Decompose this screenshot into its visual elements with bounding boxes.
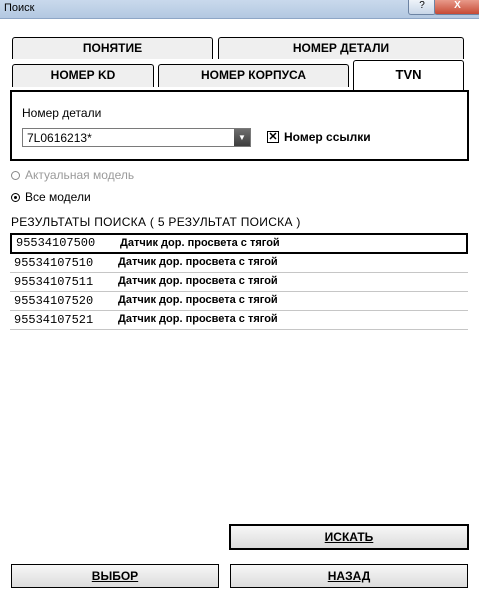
help-button[interactable]: ?	[408, 0, 436, 15]
part-number-value: 7L0616213*	[27, 131, 92, 145]
back-button[interactable]	[230, 564, 468, 588]
result-row[interactable]	[10, 233, 468, 254]
reference-number-checkbox[interactable]: ✕	[268, 131, 278, 143]
result-description: Датчик дор. просвета с тягой	[118, 313, 278, 325]
select-button-label: ВЫБОР	[91, 569, 139, 583]
tab-concept[interactable]: ПОНЯТИЕ	[12, 37, 213, 59]
result-code: 95534107511	[14, 275, 94, 289]
result-code: 95534107510	[14, 256, 94, 270]
current-model-label[interactable]: Актуальная модель	[25, 168, 135, 182]
all-models-label[interactable]: Все модели	[25, 190, 91, 204]
window-title: Поиск	[4, 2, 35, 14]
tab-kd-number[interactable]: НОМЕР KD	[12, 64, 154, 87]
select-button[interactable]	[11, 564, 219, 588]
part-number-combobox[interactable]	[22, 128, 251, 147]
search-button[interactable]	[229, 524, 469, 550]
back-button-label: НАЗАД	[327, 569, 371, 583]
result-row[interactable]	[10, 311, 468, 330]
results-title: РЕЗУЛЬТАТЫ ПОИСКА ( 5 РЕЗУЛЬТАТ ПОИСКА )	[11, 215, 301, 229]
result-description: Датчик дор. просвета с тягой	[118, 294, 278, 306]
tab-part-number[interactable]: НОМЕР ДЕТАЛИ	[218, 37, 464, 59]
window-titlebar	[0, 0, 479, 19]
part-number-label: Номер детали	[22, 106, 102, 120]
chevron-down-icon[interactable]: ▼	[234, 129, 250, 146]
result-code: 95534107500	[16, 236, 96, 250]
result-row[interactable]	[10, 254, 468, 273]
current-model-radio[interactable]	[11, 171, 20, 180]
tab-body-number[interactable]: НОМЕР КОРПУСА	[158, 64, 349, 87]
result-code: 95534107521	[14, 313, 94, 327]
close-button[interactable]: X	[434, 0, 479, 15]
part-number-group	[10, 90, 469, 161]
result-row[interactable]	[10, 292, 468, 311]
result-description: Датчик дор. просвета с тягой	[118, 256, 278, 268]
result-row[interactable]	[10, 273, 468, 292]
reference-number-label[interactable]: Номер ссылки	[284, 130, 371, 144]
result-code: 95534107520	[14, 294, 94, 308]
result-description: Датчик дор. просвета с тягой	[118, 275, 278, 287]
result-description: Датчик дор. просвета с тягой	[120, 237, 280, 249]
all-models-radio[interactable]	[11, 193, 20, 202]
search-button-label: ИСКАТЬ	[324, 530, 374, 544]
tab-tvn[interactable]: TVN	[353, 60, 464, 91]
